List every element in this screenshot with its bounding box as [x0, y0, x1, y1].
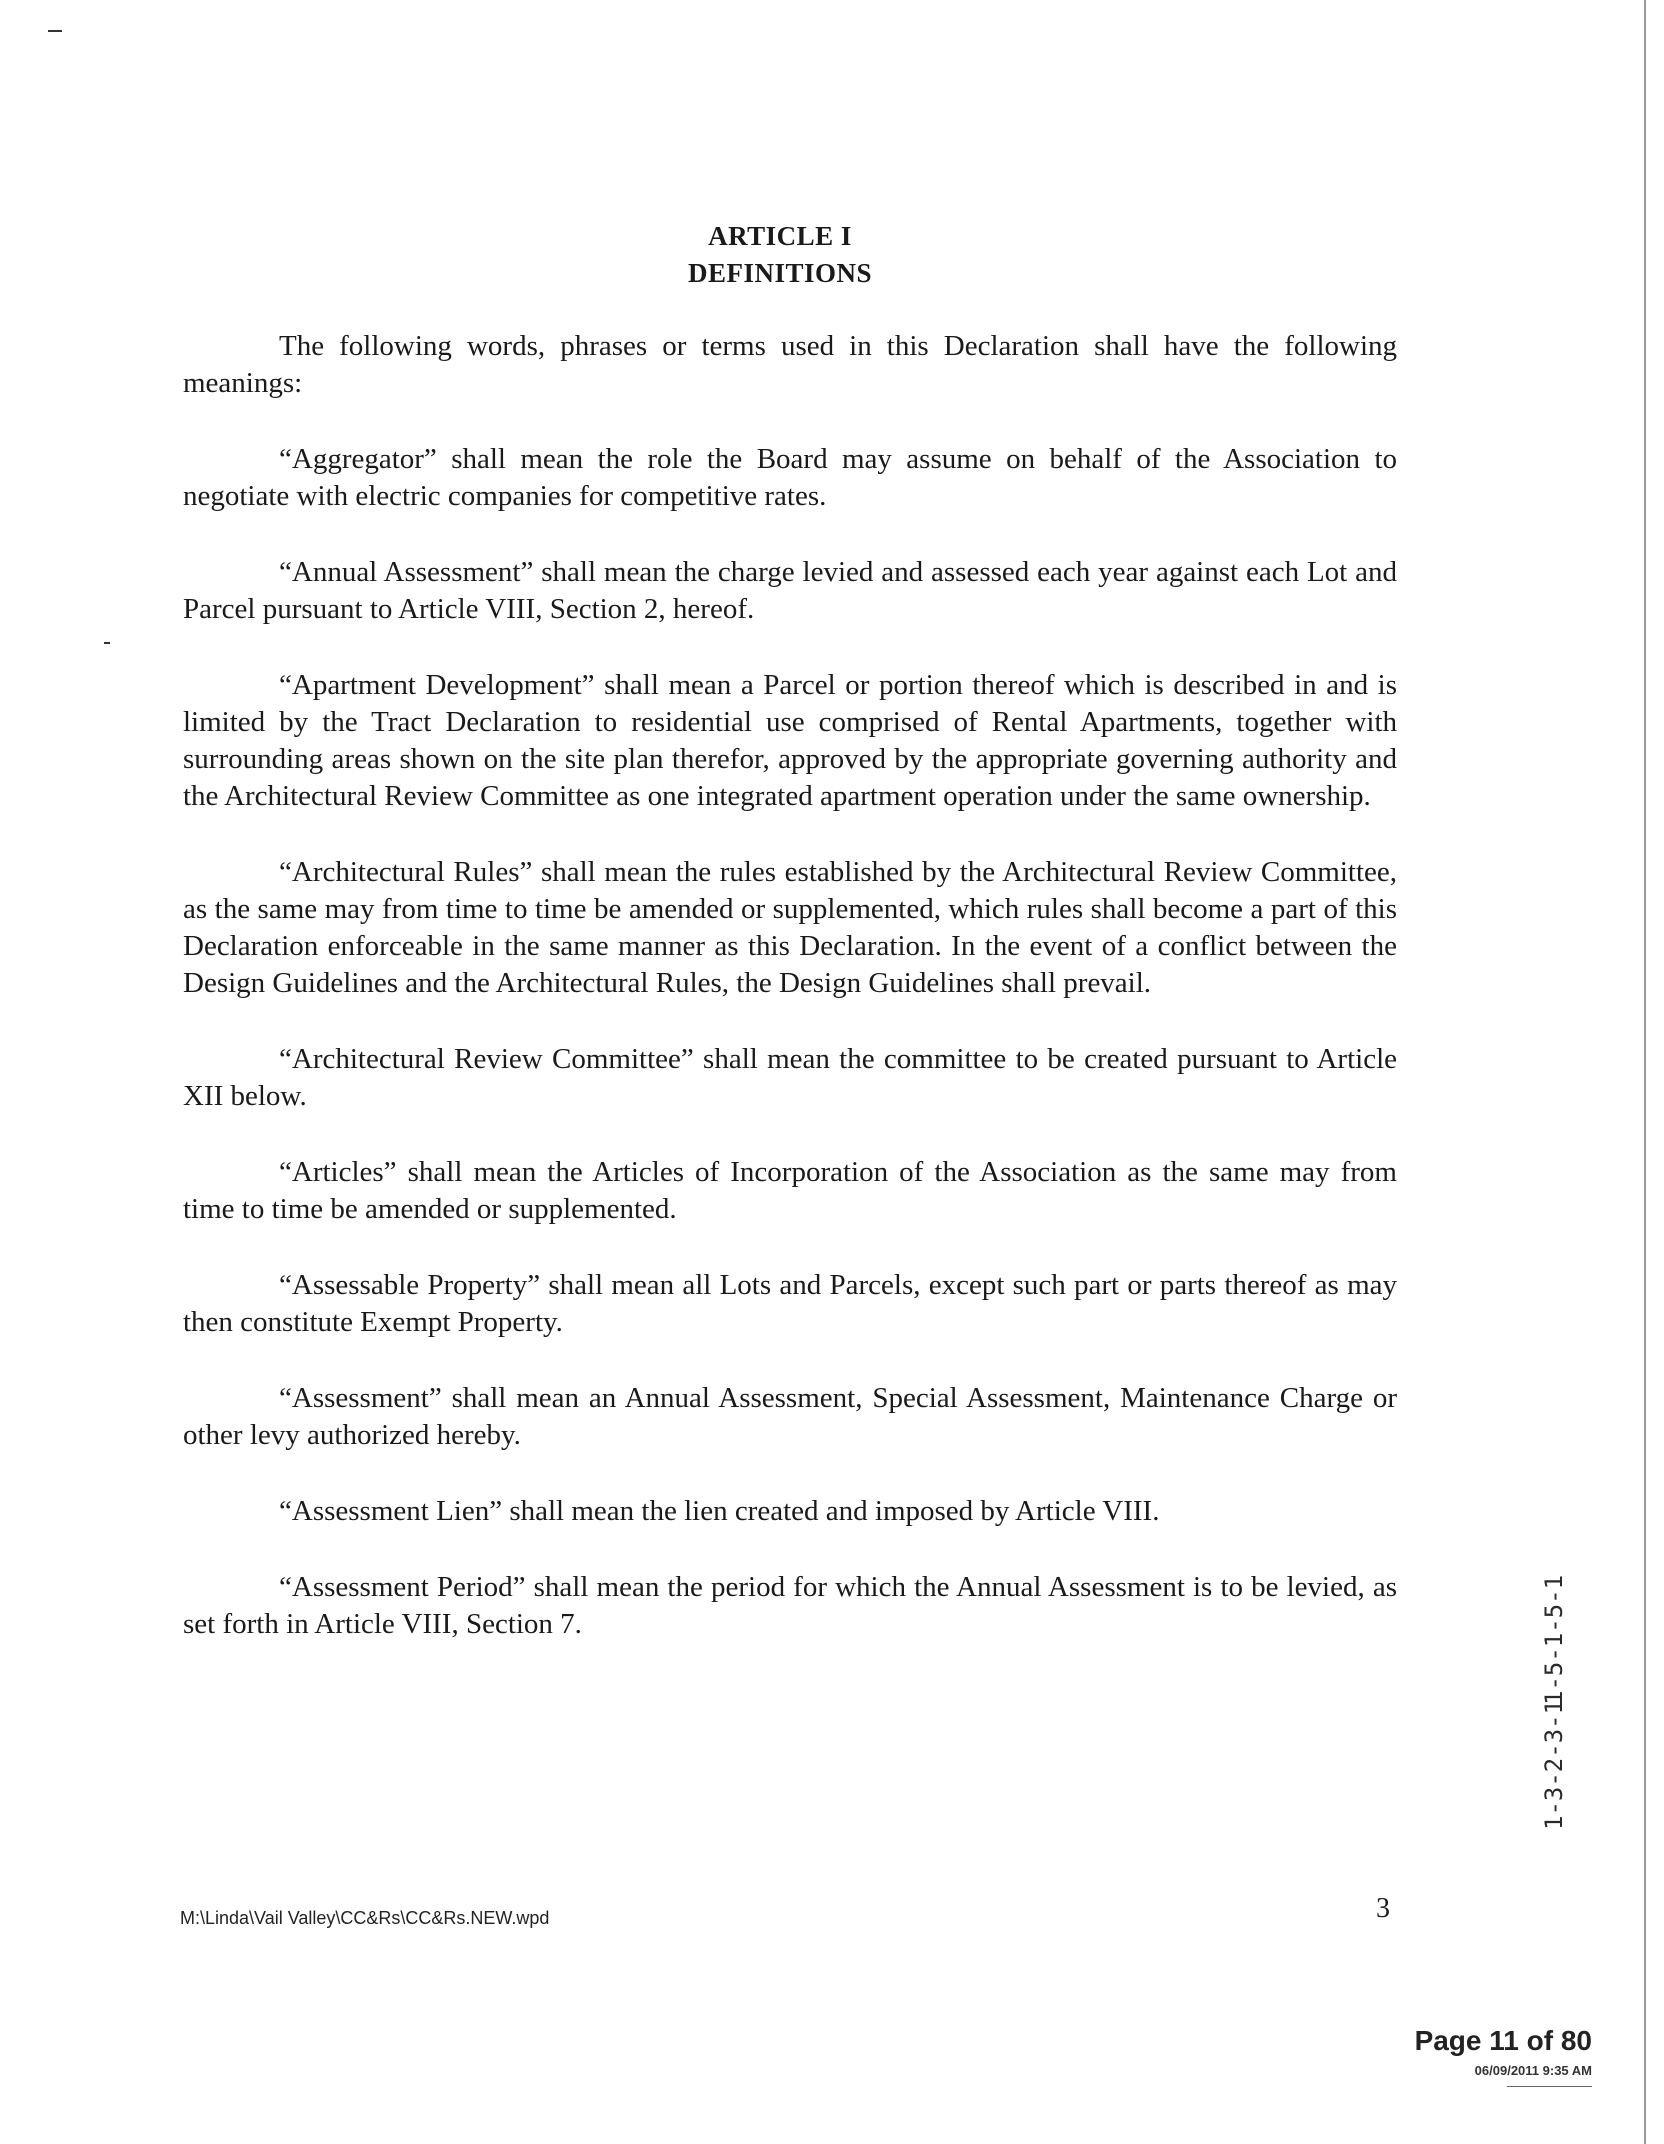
footer-file-path: M:\Linda\Vail Valley\CC&Rs\CC&Rs.NEW.wpd [180, 1908, 550, 1928]
scan-mark-left [104, 642, 110, 644]
definition-assessable-property: “Assessable Property” shall mean all Lots and Parcels, except such part or parts thereof as may then constitute Exempt Property. [183, 1269, 1397, 1338]
timestamp-underline [1507, 2086, 1592, 2087]
article-title-heading: DEFINITIONS [687, 258, 873, 288]
recorder-timestamp: 06/09/2011 9:35 AM [1474, 2063, 1592, 2078]
footer-page-number: 3 [1376, 1893, 1390, 1924]
definition-annual-assessment: “Annual Assessment” shall mean the charge levied and assessed each year against each Lot and Parcel pursuant to Article VIII, Section 2, hereof. [183, 556, 1397, 625]
definition-assessment-period: “Assessment Period” shall mean the period for which the Annual Assessment is to be levied, as set forth in Article VIII, Section 7. [183, 1571, 1397, 1640]
page-edge-line [1644, 0, 1646, 2144]
definitions-body [183, 328, 1397, 1682]
recorder-page-counter: Page 11 of 80 [1414, 2025, 1592, 2056]
scan-mark-top-left [48, 30, 62, 32]
definition-architectural-review-committee: “Architectural Review Committee” shall mean the committee to be created pursuant to Article XII below. [183, 1043, 1397, 1112]
definition-architectural-rules: “Architectural Rules” shall mean the rules established by the Architectural Review Committee, as the same may from time to time be amended or supplemented, which rules shall become a part of this Declaration enforceable in the same manner as this Declaration. In the event of a conflict between the Design Guidelines and the Architectural Rules, the Design Guidelines shall prevail. [183, 856, 1397, 999]
definition-articles: “Articles” shall mean the Articles of Incorporation of the Association as the same may from time to time be amended or supplemented. [183, 1156, 1397, 1225]
definition-assessment: “Assessment” shall mean an Annual Assessment, Special Assessment, Maintenance Charge or other levy authorized hereby. [183, 1382, 1397, 1451]
article-number-heading: ARTICLE I [708, 221, 852, 251]
definition-assessment-lien: “Assessment Lien” shall mean the lien created and imposed by Article VIII. [279, 1495, 1160, 1527]
margin-recording-number-upper: 1‑5‑1‑5‑1 [1540, 1574, 1568, 1705]
margin-recording-number-lower: 1‑3‑2‑3‑1 [1540, 1699, 1568, 1830]
intro-paragraph: The following words, phrases or terms used in this Declaration shall have the following meanings: [183, 330, 1397, 399]
definition-aggregator: “Aggregator” shall mean the role the Board may assume on behalf of the Association to negotiate with electric companies for competitive rates. [183, 443, 1397, 512]
definition-apartment-development: “Apartment Development” shall mean a Parcel or portion thereof which is described in and is limited by the Tract Declaration to residential use comprised of Rental Apartments, together with surrounding areas shown on the site plan therefor, approved by the appropriate governing authority and the Architectural Review Committee as one integrated apartment operation under the same ownership. [183, 669, 1397, 812]
